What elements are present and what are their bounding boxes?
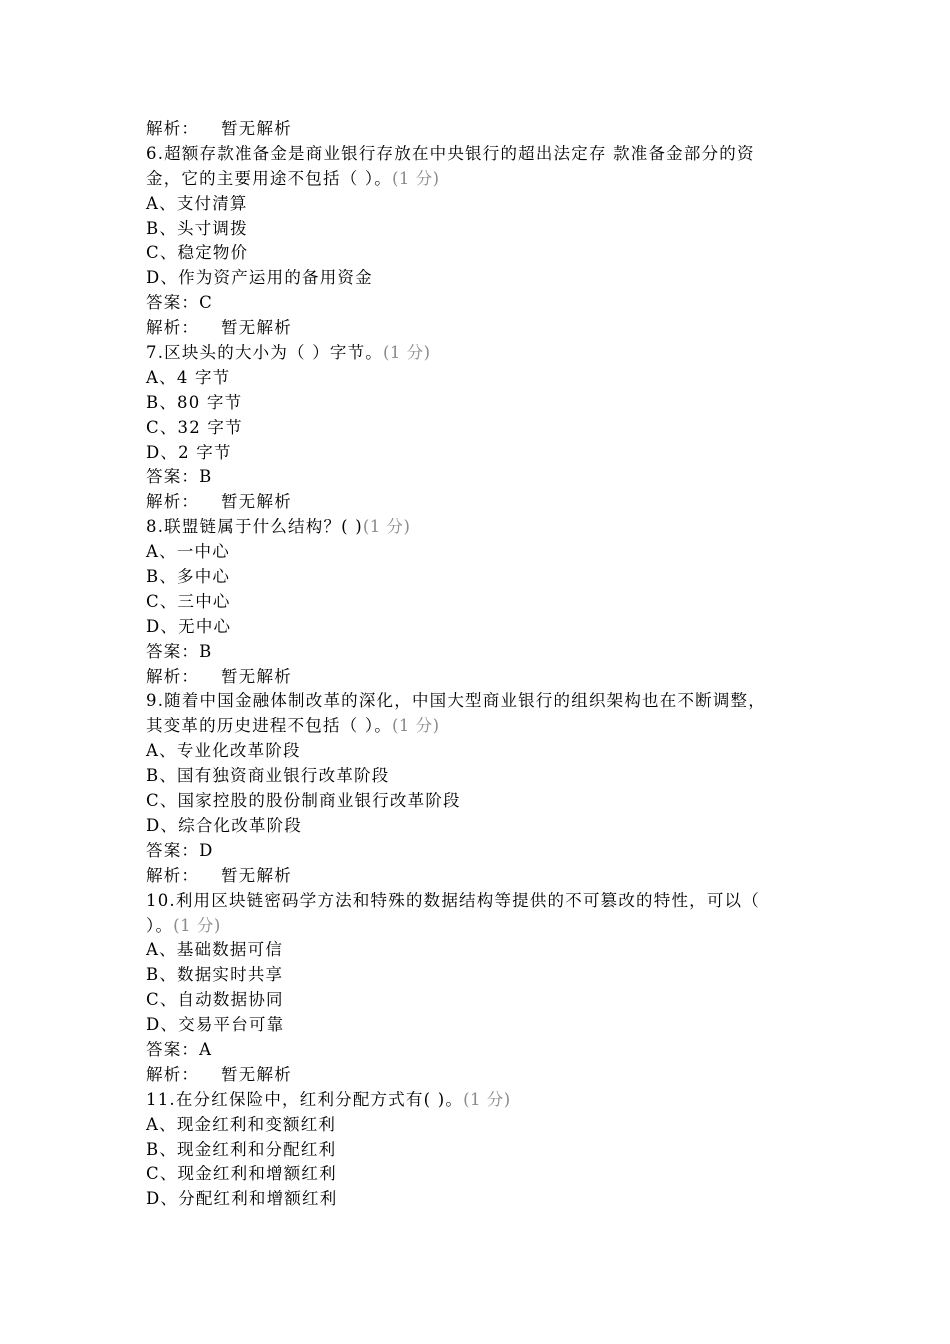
question-score: (1 分) — [173, 915, 221, 935]
analysis-text: 暂无解析 — [221, 318, 292, 338]
analysis-label: 解析： — [146, 666, 200, 686]
option-d: D、分配红利和增额红利 — [146, 1189, 338, 1209]
option-b: B、国有独资商业银行改革阶段 — [146, 766, 390, 786]
analysis-line — [146, 864, 814, 889]
question-text-line — [146, 515, 814, 540]
analysis-line — [146, 1063, 814, 1088]
answer-line: 答案：C — [146, 293, 213, 313]
question-text-line — [146, 689, 814, 714]
question-text-line — [146, 167, 814, 192]
option-b: B、头寸调拨 — [146, 218, 248, 238]
question-score: (1 分) — [463, 1089, 511, 1109]
analysis-text: 暂无解析 — [221, 492, 292, 512]
analysis-label: 解析： — [146, 119, 200, 138]
option-d: D、交易平台可靠 — [146, 1015, 285, 1035]
question-score: (1 分) — [392, 716, 440, 736]
answer-line: 答案：D — [146, 840, 214, 860]
question-text: 6.超额存款准备金是商业银行存放在中央银行的超出法定存 款准备金部分的资 — [146, 143, 755, 163]
answer-line: 答案：B — [146, 467, 213, 487]
question-text-line — [146, 714, 814, 739]
question-block — [146, 142, 814, 341]
option-a: A、专业化改革阶段 — [146, 741, 301, 761]
analysis-label: 解析： — [146, 492, 200, 512]
option-b: B、80 字节 — [146, 392, 243, 412]
question-block — [146, 889, 814, 1088]
option-d: D、无中心 — [146, 616, 232, 636]
option-d: D、综合化改革阶段 — [146, 815, 303, 835]
question-text: ）。 — [146, 915, 174, 935]
question-text-line — [146, 914, 814, 939]
analysis-label: 解析： — [146, 865, 200, 885]
question-text: 10.利用区块链密码学方法和特殊的数据结构等提供的不可篡改的特性，可以（ — [146, 890, 760, 910]
question-list — [146, 142, 814, 1212]
analysis-text: 暂无解析 — [221, 865, 292, 885]
option-c: C、自动数据协同 — [146, 990, 284, 1010]
question-score: (1 分) — [392, 168, 440, 188]
document-page — [146, 117, 814, 1212]
option-d: D、2 字节 — [146, 442, 232, 462]
question-block — [146, 515, 814, 689]
question-block — [146, 1088, 814, 1212]
question-text: 7.区块头的大小为（ ）字节。 — [146, 343, 383, 363]
analysis-line — [146, 490, 814, 515]
answer-line: 答案：B — [146, 641, 213, 661]
option-c: C、国家控股的股份制商业银行改革阶段 — [146, 791, 461, 811]
question-block — [146, 341, 814, 515]
option-d: D、作为资产运用的备用资金 — [146, 268, 373, 288]
question-text-line — [146, 1088, 814, 1113]
option-a: A、支付清算 — [146, 193, 248, 213]
question-text: 11.在分红保险中，红利分配方式有( )。 — [146, 1089, 464, 1109]
analysis-label: 解析： — [146, 1064, 200, 1084]
option-a: A、基础数据可信 — [146, 940, 284, 960]
question-text: 金，它的主要用途不包括（ ）。 — [146, 168, 392, 188]
analysis-line — [146, 665, 814, 690]
question-text: 8.联盟链属于什么结构？( ) — [146, 517, 363, 537]
option-c: C、现金红利和增额红利 — [146, 1164, 337, 1184]
option-b: B、现金红利和分配红利 — [146, 1139, 337, 1159]
analysis-text: 暂无解析 — [221, 119, 292, 138]
question-text-line — [146, 889, 814, 914]
option-a: A、4 字节 — [146, 367, 231, 387]
question-block — [146, 689, 814, 888]
option-a: A、一中心 — [146, 542, 230, 562]
option-a: A、现金红利和变额红利 — [146, 1114, 337, 1134]
option-c: C、三中心 — [146, 591, 231, 611]
answer-line: 答案：A — [146, 1039, 213, 1059]
option-c: C、稳定物价 — [146, 243, 249, 263]
analysis-label: 解析： — [146, 318, 200, 338]
analysis-line — [146, 316, 814, 341]
question-score: (1 分) — [362, 517, 411, 537]
analysis-text: 暂无解析 — [221, 666, 292, 686]
analysis-line — [146, 117, 814, 142]
analysis-text: 暂无解析 — [221, 1064, 292, 1084]
option-b: B、数据实时共享 — [146, 965, 284, 985]
option-c: C、32 字节 — [146, 417, 243, 437]
question-score: (1 分) — [383, 343, 431, 363]
question-text-line — [146, 341, 814, 366]
question-text: 其变革的历史进程不包括（ ）。 — [146, 716, 392, 736]
option-b: B、多中心 — [146, 567, 231, 587]
question-text: 9.随着中国金融体制改革的深化，中国大型商业银行的组织架构也在不断调整， — [146, 691, 766, 711]
question-text-line — [146, 142, 814, 167]
